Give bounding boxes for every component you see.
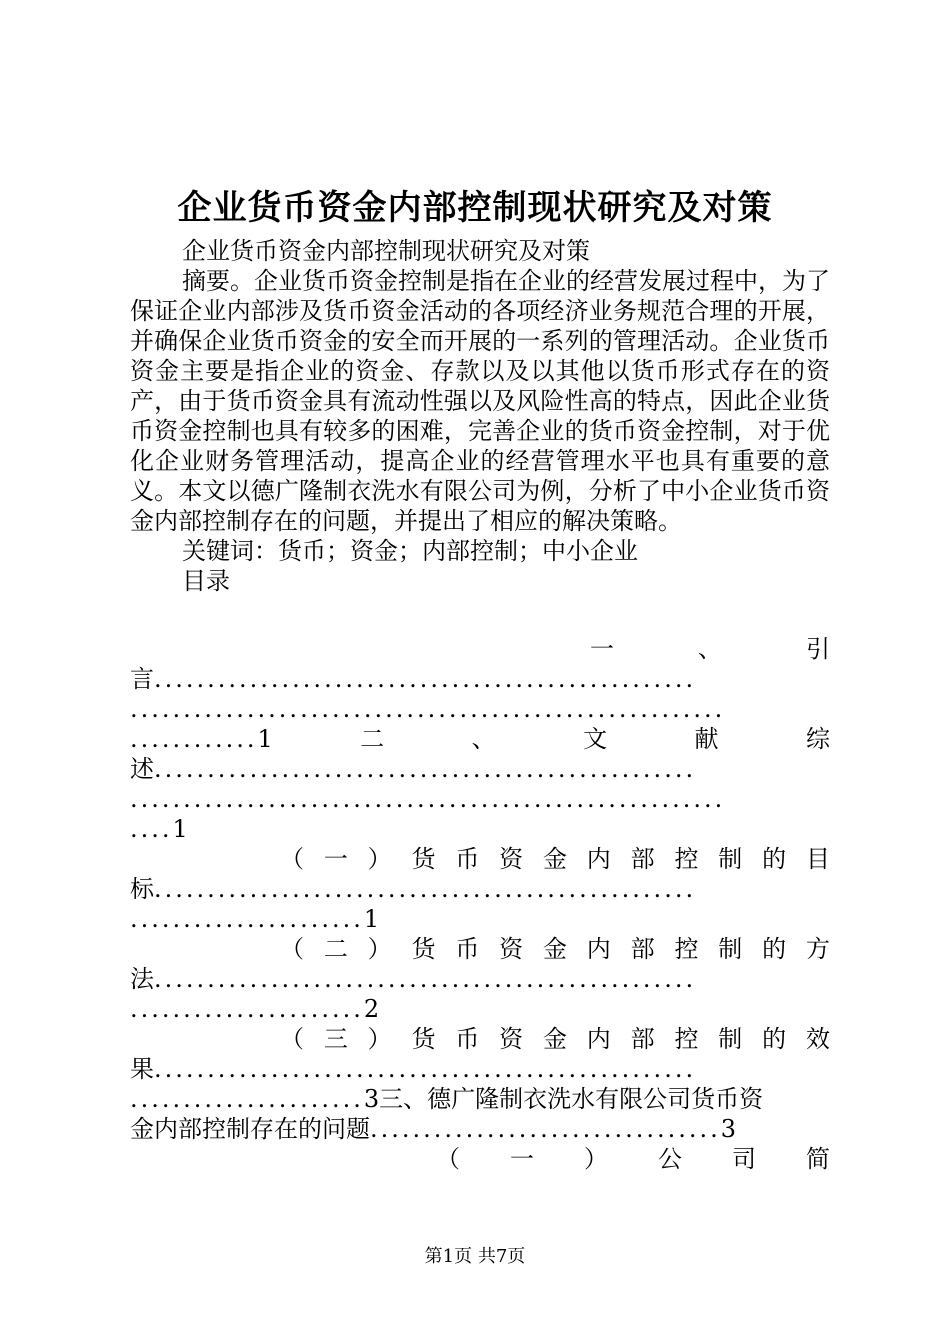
subtitle: 企业货币资金内部控制现状研究及对策 bbox=[182, 237, 590, 265]
toc-entry-part: 引 bbox=[806, 635, 830, 663]
toc-heading: 目录 bbox=[182, 567, 230, 595]
toc-entry-page: ....1 bbox=[130, 815, 188, 843]
toc-leader: 述................................................... bbox=[130, 755, 697, 783]
table-of-contents bbox=[130, 634, 830, 1174]
toc-leader: ........................................................ bbox=[130, 785, 726, 813]
toc-entry: （ 一 ） 公 司 简 bbox=[436, 1145, 830, 1173]
toc-leader: 法................................................... bbox=[130, 965, 697, 993]
abstract-paragraph: 摘要。企业货币资金控制是指在企业的经营发展过程中，为了保证企业内部涉及货币资金活动的各项经济业务规范合理的开展，并确保企业货币资金的安全而开展的一系列的管理活动。企业货币资金主要是指企业的资金、存款以及以其他以货币形式存在的资产，由于货币资金具有流动性强以及风险性高的特点，因此企业货币资金控制也具有较多的困难，完善企业的货币资金控制，对于优化企业财务管理活动，提高企业的经营管理水平也具有重要的意义。本文以德广隆制衣洗水有限公司为例，分析了中小企业货币资金内部控制存在的问题，并提出了相应的解决策略。 bbox=[130, 267, 830, 535]
document-body bbox=[130, 236, 830, 596]
toc-page-number: 1 bbox=[363, 905, 380, 933]
keywords-line: 关键词：货币；资金；内部控制；中小企业 bbox=[182, 537, 638, 565]
document-title: 企业货币资金内部控制现状研究及对策 bbox=[177, 188, 773, 228]
toc-entry: （ 一 ） 货 币 资 金 内 部 控 制 的 目 bbox=[280, 845, 830, 873]
toc-entry: （ 二 ） 货 币 资 金 内 部 控 制 的 方 bbox=[280, 935, 830, 963]
toc-leader: ........................................................ bbox=[130, 695, 726, 723]
toc-page-number: 3 bbox=[720, 1115, 737, 1143]
toc-entry-part: 一 bbox=[590, 635, 614, 663]
toc-entry-page: ............1 二 、 文 献 综 bbox=[130, 725, 830, 753]
toc-entry: 金内部控制存在的问题.................................3 bbox=[130, 1115, 737, 1143]
toc-page-number: 2 bbox=[363, 995, 380, 1023]
toc-leader: 标................................................... bbox=[130, 875, 697, 903]
toc-page-number: 3 bbox=[363, 1085, 380, 1113]
toc-leader: 果................................................... bbox=[130, 1055, 697, 1083]
toc-entry-part: 、 bbox=[698, 635, 722, 663]
toc-entry bbox=[130, 634, 830, 664]
toc-entry: （ 三 ） 货 币 资 金 内 部 控 制 的 效 bbox=[280, 1025, 830, 1053]
page-footer: 第1页 共7页 bbox=[424, 1246, 526, 1267]
toc-leader: 言................................................... bbox=[130, 665, 697, 693]
toc-entry-page: ......................2 bbox=[130, 995, 380, 1023]
toc-entry: ......................3三、德广隆制衣洗水有限公司货币资 bbox=[130, 1085, 764, 1113]
toc-page-number: 1 bbox=[257, 725, 273, 753]
toc-entry-page: ......................1 bbox=[130, 905, 380, 933]
toc-page-number: 1 bbox=[172, 815, 188, 843]
